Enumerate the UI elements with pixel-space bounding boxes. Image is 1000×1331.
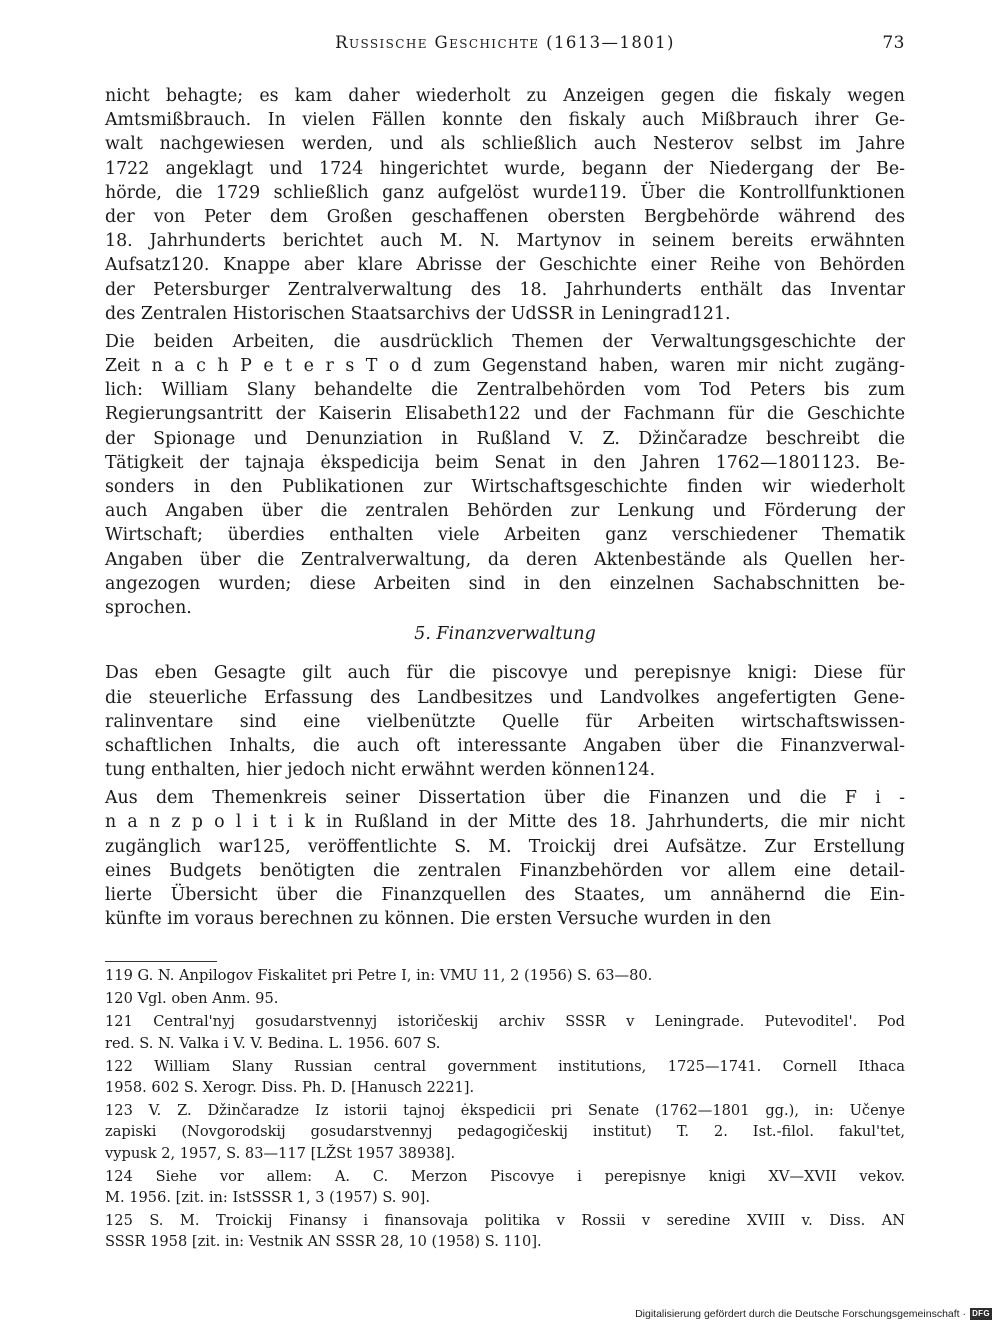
footnote-line: 121 Central'nyj gosudarstvennyj istoričeskij archiv SSSR v Leningrade. Putevoditel'. Pod (105, 1013, 905, 1031)
footnote (105, 1210, 905, 1252)
footnote-line: 122 William Slany Russian central government institutions, 1725—1741. Cornell Ithaca (105, 1057, 905, 1075)
footnote (105, 988, 905, 1009)
text-line: schaftlichen Inhalts, die auch oft interessante Angaben über die Finanzverwal- (105, 735, 905, 756)
footnote-line: 120 Vgl. oben Anm. 95. (105, 990, 279, 1008)
text-line: Angaben über die Zentralverwaltung, da deren Aktenbestände als Quellen her- (105, 549, 905, 570)
footnote (105, 965, 905, 986)
footnote-line: M. 1956. [zit. in: IstSSSR 1, 3 (1957) S. 90]. (105, 1188, 430, 1206)
text-line: angezogen wurden; diese Arbeiten sind in den einzelnen Sachabschnitten be- (105, 573, 905, 594)
footnote-line: vypusk 2, 1957, S. 83—117 [LŽSt 1957 38938]. (105, 1144, 456, 1162)
footnote-rule (105, 961, 217, 962)
text-line: 18. Jahrhunderts berichtet auch M. N. Martynov in seinem bereits erwähnten (105, 231, 905, 252)
dfg-logo: DFG (970, 1308, 992, 1320)
text-line: n a n z p o l i t i k in Rußland in der Mitte des 18. Jahrhunderts, die mir nicht (105, 812, 905, 833)
paragraph-4 (105, 786, 905, 931)
footnote (105, 1056, 905, 1098)
text-line: die steuerliche Erfassung des Landbesitzes und Landvolkes angefertigten Gene- (105, 687, 905, 708)
footnote (105, 1011, 905, 1053)
body-text (105, 84, 905, 931)
text-line: sprochen. (105, 597, 192, 618)
footnote-line: 125 S. M. Troickij Finansy i finansovaja politika v Rossii v seredine XVIII v. Diss. AN (105, 1212, 905, 1230)
text-line: tung enthalten, hier jedoch nicht erwähnt werden können124. (105, 760, 656, 781)
text-line: sonders in den Publikationen zur Wirtschaftsgeschichte finden wir wiederholt (105, 477, 905, 497)
text-line: walt nachgewiesen werden, und als schließlich auch Nesterov selbst im Jahre (105, 134, 905, 155)
text-line: Aus dem Themenkreis seiner Dissertation über die Finanzen und die F i - (105, 788, 905, 809)
footnote-line: 124 Siehe vor allem: A. C. Merzon Piscovye i perepisnye knigi XV—XVII vekov. (105, 1167, 905, 1185)
digitization-credit (635, 1303, 992, 1325)
text-line: lich: William Slany behandelte die Zentralbehörden vom Tod Peters bis zum (105, 380, 905, 401)
running-head (105, 33, 905, 57)
text-line: eines Budgets benötigten die zentralen Finanzbehörden vor allem eine detail- (105, 860, 905, 881)
credit-text: Digitalisierung gefördert durch die Deutsche Forschungsgemeinschaft · (635, 1308, 966, 1320)
text-line: Regierungsantritt der Kaiserin Elisabeth122 und der Fachmann für die Geschichte (105, 404, 905, 425)
paragraph-2 (105, 330, 905, 620)
text-line: des Zentralen Historischen Staatsarchivs der UdSSR in Leningrad121. (105, 303, 731, 324)
footnotes (105, 965, 905, 1254)
text-line: nicht behagte; es kam daher wiederholt zu Anzeigen gegen die fiskaly wegen (105, 86, 905, 106)
text-line: der Petersburger Zentralverwaltung des 18. Jahrhunderts enthält das Inventar (105, 279, 905, 300)
footnote-line: red. S. N. Valka i V. V. Bedina. L. 1956. 607 S. (105, 1034, 441, 1052)
footnote (105, 1166, 905, 1208)
text-line: künfte im voraus berechnen zu können. Die ersten Versuche wurden in den (105, 909, 772, 930)
footnote-line: 1958. 602 S. Xerogr. Diss. Ph. D. [Hanusch 2221]. (105, 1078, 475, 1096)
text-line: Die beiden Arbeiten, die ausdrücklich Themen der Verwaltungsgeschichte der (105, 331, 905, 352)
text-line: Aufsatz120. Knappe aber klare Abrisse der Geschichte einer Reihe von Behörden (105, 255, 905, 276)
text-line: auch Angaben über die zentralen Behörden zur Lenkung und Förderung der (105, 501, 905, 522)
text-line: Das eben Gesagte gilt auch für die piscovye und perepisnye knigi: Diese für (105, 663, 905, 684)
running-title: Russische Geschichte (1613—1801) (335, 33, 675, 52)
footnote-line: zapiski (Novgorodskij gosudarstvennyj pedagogičeskij institut) T. 2. Ist.-filol. fakul'tet, (105, 1123, 905, 1141)
footnote-line: 119 G. N. Anpilogov Fiskalitet pri Petre I, in: VMU 11, 2 (1956) S. 63—80. (105, 967, 653, 984)
paragraph-3 (105, 661, 905, 782)
paragraph-1 (105, 84, 905, 326)
text-line: Tätigkeit der tajnaja ėkspedicija beim Senat in den Jahren 1762—1801123. Be- (105, 452, 905, 473)
text-line: ralinventare sind eine vielbenützte Quelle für Arbeiten wirtschaftswissen- (105, 711, 905, 732)
text-line: Wirtschaft; überdies enthalten viele Arbeiten ganz verschiedener Thematik (105, 525, 905, 546)
section-heading: 5. Finanzverwaltung (414, 624, 596, 645)
text-line: zugänglich war125, veröffentlichte S. M. Troickij drei Aufsätze. Zur Erstellung (105, 836, 905, 857)
text-line: Amtsmißbrauch. In vielen Fällen konnte den fiskaly auch Mißbrauch ihrer Ge- (105, 110, 905, 131)
text-line: 1722 angeklagt und 1724 hingerichtet wurde, begann der Niedergang der Be- (105, 158, 905, 179)
page-number: 73 (882, 33, 905, 53)
text-line: der Spionage und Denunziation in Rußland V. Z. Džinčaradze beschreibt die (105, 428, 905, 449)
text-line: hörde, die 1729 schließlich ganz aufgelöst wurde119. Über die Kontrollfunktionen (105, 182, 905, 203)
text-line: Zeit n a c h P e t e r s T o d zum Gegenstand haben, waren mir nicht zugäng- (105, 356, 905, 377)
text-line: der von Peter dem Großen geschaffenen obersten Bergbehörde während des (105, 206, 905, 227)
footnote (105, 1100, 905, 1164)
footnote-line: SSSR 1958 [zit. in: Vestnik AN SSSR 28, 10 (1958) S. 110]. (105, 1233, 542, 1251)
text-line: lierte Übersicht über die Finanzquellen des Staates, um annähernd die Ein- (105, 885, 905, 905)
footnote-line: 123 V. Z. Džinčaradze Iz istorii tajnoj ėkspedicii pri Senate (1762—1801 gg.), in: Učenye (105, 1102, 905, 1120)
